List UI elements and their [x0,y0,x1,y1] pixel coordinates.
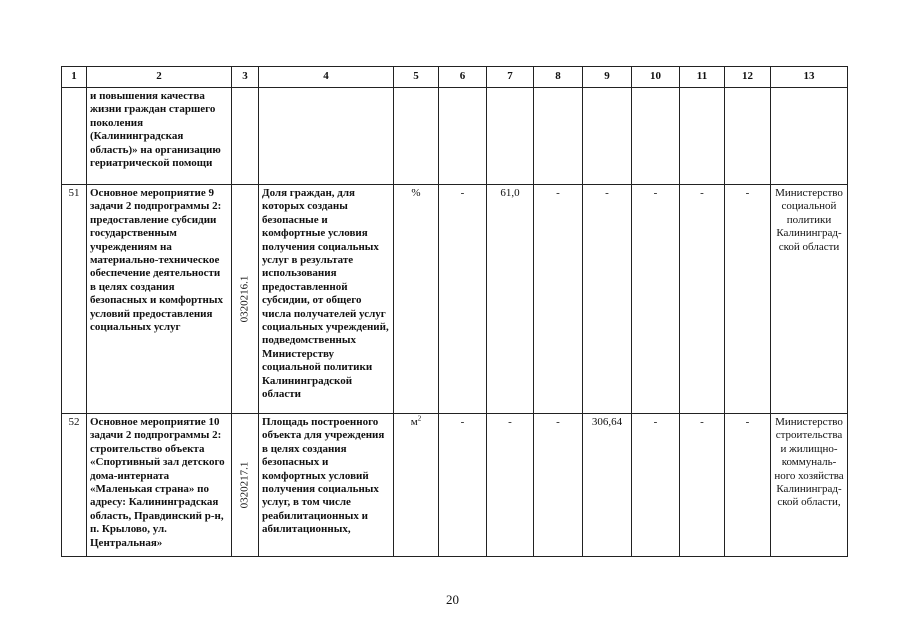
value-cell-9: 306,64 [583,414,632,557]
page-number: 20 [446,592,459,607]
header-cell-10: 10 [632,67,680,88]
header-cell-6: 6 [439,67,487,88]
header-cell-2: 2 [87,67,232,88]
code-cell [232,185,259,414]
unit-cell [394,88,439,185]
unit-superscript: 2 [417,414,422,423]
table-row-52 [62,414,848,557]
header-cell-3: 3 [232,67,259,88]
row-number [62,88,87,185]
code-text: 0320216.1 [238,275,251,323]
activity-cell: и повышения качества жизни граждан старшего поколения (Калининградская область)» на организацию гериатрической помощи [87,88,232,185]
value-cell-6: - [439,185,487,414]
data-table [61,66,848,557]
value-cell-11 [680,88,725,185]
value-cell-6: - [439,414,487,557]
row-number: 52 [62,414,87,557]
indicator-cell: Доля граждан, для которых созданы безопасные и комфортные условия получения социальных услуг в результате использования предоставленной субсидии, от общего числа получателей услуг социальных учреждений, подведомственных Министерству социальной политики Калининградской области [259,185,394,414]
unit-cell [394,414,439,557]
header-cell-5: 5 [394,67,439,88]
value-cell-10: - [632,185,680,414]
value-cell-11: - [680,414,725,557]
code-cell [232,414,259,557]
responsible-cell [771,88,848,185]
responsible-cell: Министерство социальной политики Калининград-ской области [771,185,848,414]
value-cell-8: - [534,414,583,557]
value-cell-10 [632,88,680,185]
value-cell-7: 61,0 [487,185,534,414]
value-cell-7: - [487,414,534,557]
row-number: 51 [62,185,87,414]
header-cell-11: 11 [680,67,725,88]
value-cell-12: - [725,185,771,414]
value-cell-9: - [583,185,632,414]
code-cell [232,88,259,185]
value-cell-12: - [725,414,771,557]
header-cell-8: 8 [534,67,583,88]
value-cell-10: - [632,414,680,557]
unit-text: м [410,416,418,428]
value-cell-6 [439,88,487,185]
value-cell-8 [534,88,583,185]
activity-cell: Основное мероприятие 9 задачи 2 подпрограммы 2: предоставление субсидии государственным учреждениям на материально-техническое обеспечение деятельности в целях создания безопасных и комфортных условий предоставления социальных услуг [87,185,232,414]
value-cell-8: - [534,185,583,414]
value-cell-9 [583,88,632,185]
table-row-continuation [62,88,848,185]
header-cell-7: 7 [487,67,534,88]
unit-cell: % [394,185,439,414]
header-cell-1: 1 [62,67,87,88]
value-cell-7 [487,88,534,185]
header-cell-4: 4 [259,67,394,88]
header-row [62,67,848,88]
table-row-51 [62,185,848,414]
code-text: 0320217.1 [238,461,251,509]
indicator-cell [259,88,394,185]
responsible-cell: Министерство строительства и жилищно-коммуналь-ного хозяйства Калининград-ской области, [771,414,848,557]
indicator-cell: Площадь построенного объекта для учреждения в целях создания безопасных и комфортных условий получения социальных услуг, в том числе реабилитационных и абилитационных, [259,414,394,557]
header-cell-13: 13 [771,67,848,88]
header-cell-9: 9 [583,67,632,88]
header-cell-12: 12 [725,67,771,88]
value-cell-12 [725,88,771,185]
value-cell-11: - [680,185,725,414]
activity-cell: Основное мероприятие 10 задачи 2 подпрограммы 2: строительство объекта «Спортивный зал детского дома-интерната «Маленькая страна» по адресу: Калининградская область, Правдинский р-н, п. Крылово, ул. Центральная» [87,414,232,557]
